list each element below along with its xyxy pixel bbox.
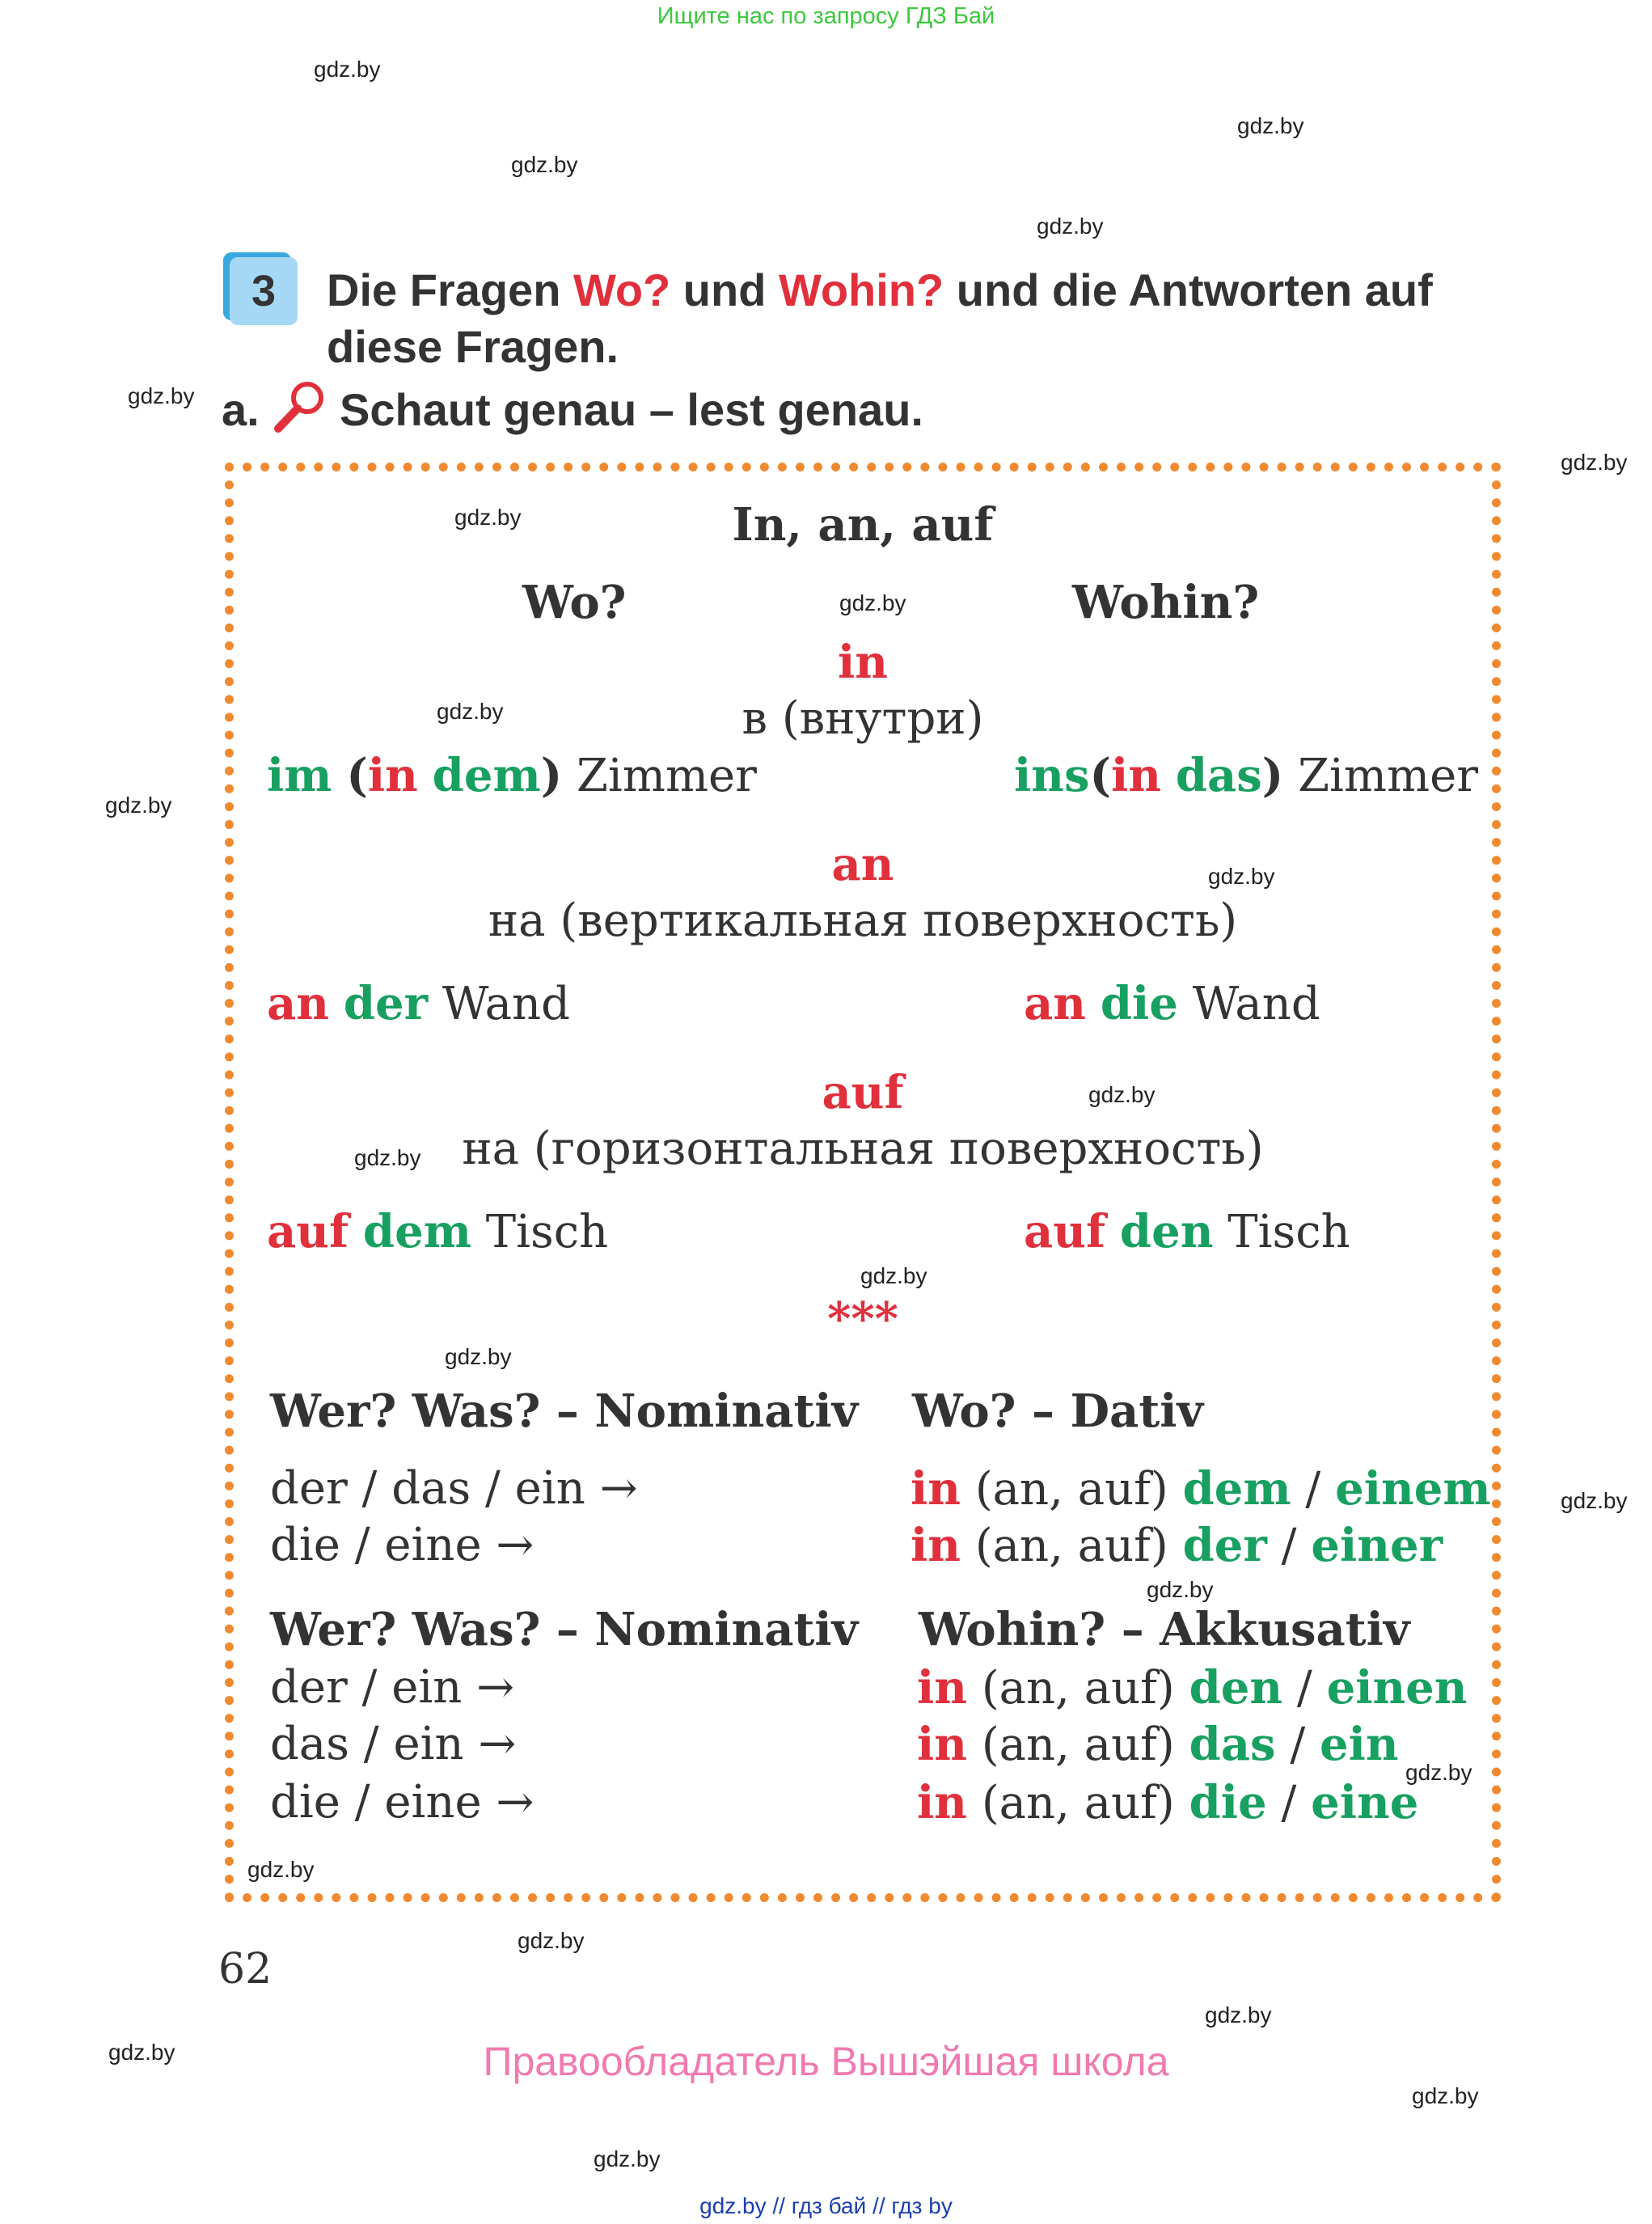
watermark: gdz.by	[1088, 1082, 1156, 1107]
watermark: gdz.by	[445, 1344, 512, 1369]
sub-text: Schaut genau – lest genau.	[340, 384, 923, 435]
word-ins: ins	[1014, 749, 1090, 802]
separator-stars: ***	[827, 1292, 898, 1346]
word-die: die	[1100, 977, 1178, 1030]
watermark: gdz.by	[128, 383, 195, 408]
akkusativ-row	[917, 1776, 1418, 1829]
an-title: an	[831, 838, 894, 891]
word-die: die	[1189, 1776, 1267, 1829]
exercise-title-line2: diese Fragen.	[327, 321, 619, 372]
wohin-auf-example	[1024, 1205, 1350, 1258]
akkusativ-row	[917, 1718, 1399, 1771]
word-der: der	[343, 977, 429, 1030]
title-text: Die Fragen	[327, 264, 573, 315]
word-zimmer: Zimmer	[1298, 750, 1479, 802]
watermark: gdz.by	[1037, 214, 1104, 239]
nominativ-header: Wer? Was? – Nominativ	[270, 1603, 859, 1656]
nominativ-row: die / eine →	[270, 1776, 534, 1829]
exercise-number: 3	[230, 257, 298, 325]
word-in: in	[911, 1462, 961, 1516]
paren: )	[540, 749, 563, 802]
watermark: gdz.by	[314, 57, 381, 82]
word-auf: auf	[1024, 1205, 1106, 1258]
dativ-row	[911, 1462, 1491, 1516]
word-wand: Wand	[1192, 978, 1320, 1030]
word-in: in	[367, 749, 418, 802]
wohin-an-example	[1024, 977, 1320, 1030]
nominativ-row: das / ein →	[270, 1718, 517, 1770]
word-tisch: Tisch	[1227, 1206, 1350, 1258]
watermark: gdz.by	[437, 699, 504, 724]
watermark: gdz.by	[1561, 450, 1628, 475]
word-in: in	[917, 1776, 967, 1829]
slash: /	[1281, 1777, 1297, 1829]
paren: (	[346, 749, 368, 802]
word-dem: dem	[432, 749, 541, 802]
watermark: gdz.by	[1237, 113, 1304, 138]
top-banner: Ищите нас по запросу ГДЗ Бай	[657, 3, 995, 29]
nominativ-row: die / eine →	[270, 1519, 534, 1571]
watermark: gdz.by	[1208, 864, 1275, 889]
watermark: gdz.by	[518, 1928, 585, 1953]
in-meaning: в (внутри)	[741, 692, 984, 745]
watermark: gdz.by	[108, 2040, 175, 2065]
slash: /	[1281, 1520, 1297, 1572]
copyright-owner: Правообладатель Вышэйшая школа	[483, 2039, 1169, 2084]
slash: /	[1305, 1463, 1321, 1516]
word-an-auf: (an, auf)	[981, 1777, 1175, 1829]
watermark: gdz.by	[860, 1263, 927, 1288]
column-wo: Wo?	[522, 576, 627, 629]
an-meaning: на (вертикальная поверхность)	[488, 894, 1238, 947]
nominativ-header: Wer? Was? – Nominativ	[270, 1385, 859, 1438]
watermark: gdz.by	[511, 152, 578, 177]
wo-auf-example	[267, 1205, 608, 1258]
watermark: gdz.by	[454, 505, 522, 530]
word-an: an	[267, 977, 329, 1030]
paren: (	[1089, 749, 1112, 802]
word-ein: ein	[1320, 1718, 1399, 1771]
page-number: 62	[218, 1945, 273, 1994]
word-einer: einer	[1311, 1519, 1443, 1572]
watermark: gdz.by	[105, 793, 172, 818]
wo-an-example	[267, 977, 570, 1030]
word-zimmer: Zimmer	[577, 750, 757, 802]
watermark: gdz.by	[354, 1145, 421, 1170]
word-eine: eine	[1311, 1776, 1419, 1829]
word-den: den	[1119, 1205, 1214, 1258]
word-das: das	[1189, 1718, 1276, 1771]
magnifier-icon	[272, 378, 328, 435]
word-einen: einen	[1326, 1661, 1468, 1715]
word-der: der	[1182, 1519, 1267, 1572]
watermark: gdz.by	[247, 1857, 315, 1882]
word-in: in	[911, 1519, 961, 1572]
word-auf: auf	[267, 1205, 349, 1258]
paren: )	[1261, 749, 1284, 802]
title-wo: Wo?	[572, 264, 671, 315]
akkusativ-header: Wohin? – Akkusativ	[919, 1603, 1410, 1656]
word-an: an	[1024, 977, 1086, 1030]
watermark: gdz.by	[1205, 2002, 1272, 2027]
exercise-title	[327, 264, 1433, 316]
watermark: gdz.by	[1405, 1760, 1472, 1785]
akkusativ-row	[917, 1661, 1468, 1715]
nominativ-row: der / ein →	[270, 1661, 515, 1714]
word-dem: dem	[1182, 1462, 1291, 1516]
word-wand: Wand	[442, 978, 570, 1030]
word-einem: einem	[1335, 1462, 1491, 1516]
sub-label: a.	[222, 384, 260, 435]
watermark: gdz.by	[839, 590, 906, 615]
word-in: in	[1111, 749, 1162, 802]
slash: /	[1290, 1719, 1306, 1771]
title-text: und	[670, 264, 779, 315]
word-in: in	[917, 1718, 967, 1771]
footer-links[interactable]: gdz.by // гдз бай // гдз by	[699, 2193, 953, 2218]
box-heading: In, an, auf	[732, 498, 994, 552]
watermark: gdz.by	[1147, 1577, 1214, 1602]
column-wohin: Wohin?	[1072, 576, 1260, 629]
nominativ-row: der / das / ein →	[270, 1462, 638, 1515]
watermark: gdz.by	[594, 2146, 661, 2171]
slash: /	[1296, 1662, 1312, 1715]
dativ-row	[911, 1519, 1443, 1572]
wohin-in-example	[1014, 749, 1478, 802]
watermark: gdz.by	[1412, 2083, 1479, 2108]
in-title: in	[838, 636, 888, 689]
word-in: in	[917, 1661, 967, 1715]
watermark: gdz.by	[1561, 1488, 1628, 1513]
word-dem: dem	[362, 1205, 471, 1258]
word-den: den	[1189, 1661, 1283, 1715]
word-an-auf: (an, auf)	[981, 1719, 1175, 1771]
auf-title: auf	[822, 1066, 904, 1119]
auf-meaning: на (горизонтальная поверхность)	[462, 1123, 1264, 1175]
title-text: und die Antworten auf	[944, 264, 1433, 315]
dativ-header: Wo? – Dativ	[912, 1385, 1204, 1438]
wo-in-example	[267, 749, 757, 802]
word-an-auf: (an, auf)	[974, 1520, 1168, 1572]
word-an-auf: (an, auf)	[981, 1662, 1175, 1715]
word-im: im	[267, 749, 332, 802]
word-das: das	[1175, 749, 1262, 802]
title-wohin: Wohin?	[778, 264, 944, 315]
word-an-auf: (an, auf)	[974, 1463, 1168, 1516]
word-tisch: Tisch	[485, 1206, 609, 1258]
